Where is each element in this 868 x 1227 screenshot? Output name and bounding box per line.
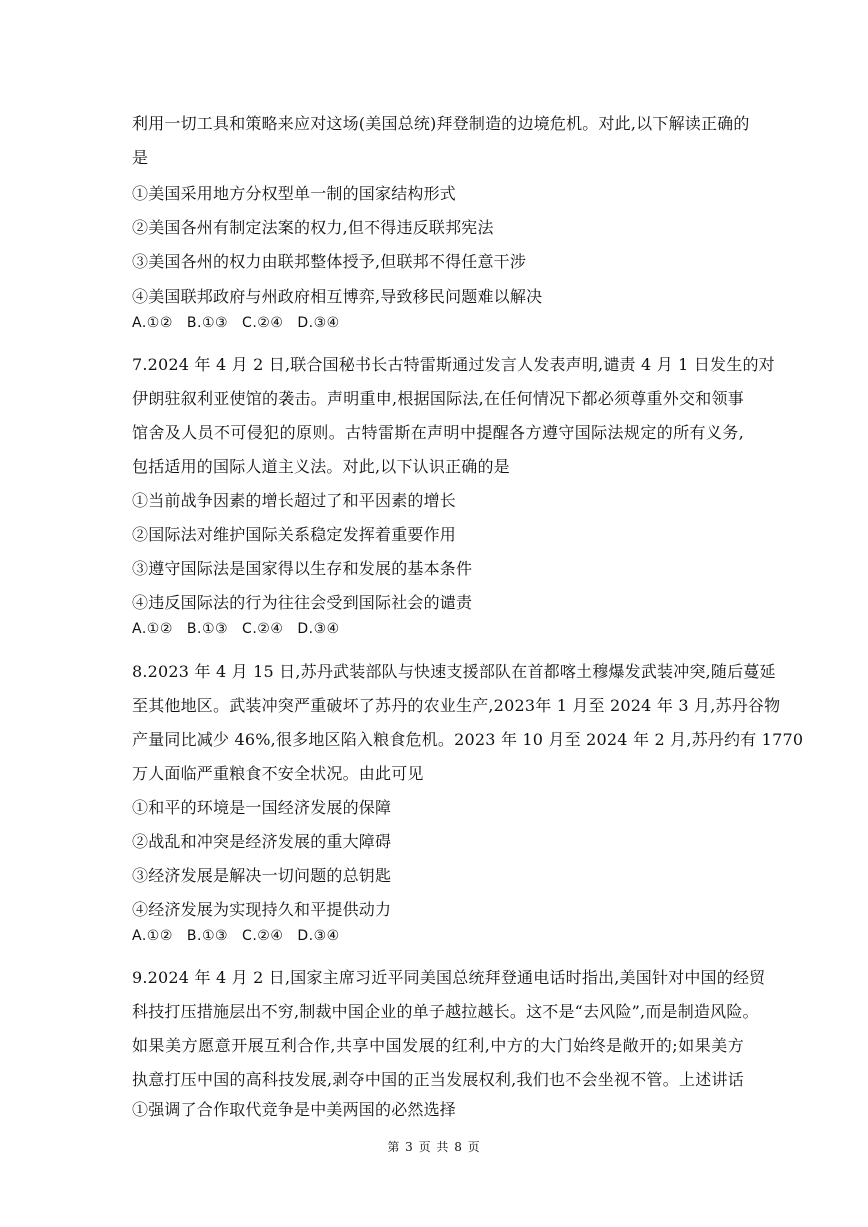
q9-stem-line-1: 9.2024 年 4 月 2 日,国家主席习近平同美国总统拜登通电话时指出,美国针对中国的经贸 — [132, 968, 766, 987]
q6-option-1: ①美国采用地方分权型单一制的国家结构形式 — [132, 184, 457, 203]
q6-option-3: ③美国各州的权力由联邦整体授予,但联邦不得任意干涉 — [132, 252, 527, 271]
q8-answer-d: D.③④ — [297, 928, 340, 944]
q8-stem-line-2: 至其他地区。武装冲突严重破坏了苏丹的农业生产,2023年 1 月至 2024 年 3 月,苏丹谷物 — [132, 696, 781, 715]
q9-stem-line-2: 科技打压措施层出不穷,制裁中国企业的单子越拉越长。这不是“去风险”,而是制造风险。 — [132, 1002, 759, 1021]
q9-option-1: ①强调了合作取代竞争是中美两国的必然选择 — [132, 1100, 457, 1119]
q6-option-2: ②美国各州有制定法案的权力,但不得违反联邦宪法 — [132, 218, 494, 237]
q7-stem-line-4: 包括适用的国际人道主义法。对此,以下认识正确的是 — [132, 457, 510, 476]
q6-answer-choices — [132, 313, 744, 333]
q6-answer-b: B.①③ — [186, 315, 229, 331]
q7-answer-d: D.③④ — [297, 621, 340, 637]
q7-stem-line-2: 伊朗驻叙利亚使馆的袭击。声明重申,根据国际法,在任何情况下都必须尊重外交和领事 — [132, 389, 744, 408]
q7-stem-line-1: 7.2024 年 4 月 2 日,联合国秘书长古特雷斯通过发言人发表声明,谴责 4 月 1 日发生的对 — [132, 355, 775, 374]
q9-stem-line-4: 执意打压中国的高科技发展,剥夺中国的正当发展权利,我们也不会坐视不管。上述讲话 — [132, 1070, 744, 1089]
q8-answer-c: C.②④ — [242, 928, 284, 944]
q6-answer-a: A.①② — [132, 315, 173, 331]
q6-option-4: ④美国联邦政府与州政府相互博弈,导致移民问题难以解决 — [132, 287, 543, 306]
q6-answer-c: C.②④ — [242, 315, 284, 331]
q7-stem-line-3: 馆舍及人员不可侵犯的原则。古特雷斯在声明中提醒各方遵守国际法规定的所有义务, — [132, 423, 744, 442]
q8-stem-line-1: 8.2023 年 4 月 15 日,苏丹武装部队与快速支援部队在首都喀土穆爆发武装冲突,随后蔓延 — [132, 662, 776, 681]
q8-option-4: ④经济发展为实现持久和平提供动力 — [132, 900, 392, 919]
q8-answer-choices — [132, 926, 744, 946]
q7-option-4: ④违反国际法的行为往往会受到国际社会的谴责 — [132, 593, 473, 612]
q6-stem-line-1: 利用一切工具和策略来应对这场(美国总统)拜登制造的边境危机。对此,以下解读正确的 — [132, 114, 750, 133]
q8-option-1: ①和平的环境是一国经济发展的保障 — [132, 798, 392, 817]
q6-answer-d: D.③④ — [297, 315, 340, 331]
q7-option-1: ①当前战争因素的增长超过了和平因素的增长 — [132, 491, 457, 510]
q7-answer-b: B.①③ — [186, 621, 229, 637]
q7-answer-choices — [132, 619, 744, 639]
q8-option-3: ③经济发展是解决一切问题的总钥匙 — [132, 866, 392, 885]
q8-stem-line-4: 万人面临严重粮食不安全状况。由此可见 — [132, 764, 424, 783]
q8-option-2: ②战乱和冲突是经济发展的重大障碍 — [132, 832, 392, 851]
q8-answer-a: A.①② — [132, 928, 173, 944]
q6-stem-line-2: 是 — [132, 148, 149, 167]
q9-stem-line-3: 如果美方愿意开展互利合作,共享中国发展的红利,中方的大门始终是敞开的;如果美方 — [132, 1036, 744, 1055]
q7-option-3: ③遵守国际法是国家得以生存和发展的基本条件 — [132, 559, 473, 578]
page-number-footer: 第 3 页 共 8 页 — [387, 1140, 481, 1154]
q8-answer-b: B.①③ — [186, 928, 229, 944]
q7-option-2: ②国际法对维护国际关系稳定发挥着重要作用 — [132, 525, 457, 544]
q7-answer-a: A.①② — [132, 621, 173, 637]
q8-stem-line-3: 产量同比减少 46%,很多地区陷入粮食危机。2023 年 10 月至 2024 年 2 月,苏丹约有 1770 — [132, 730, 804, 749]
q7-answer-c: C.②④ — [242, 621, 284, 637]
